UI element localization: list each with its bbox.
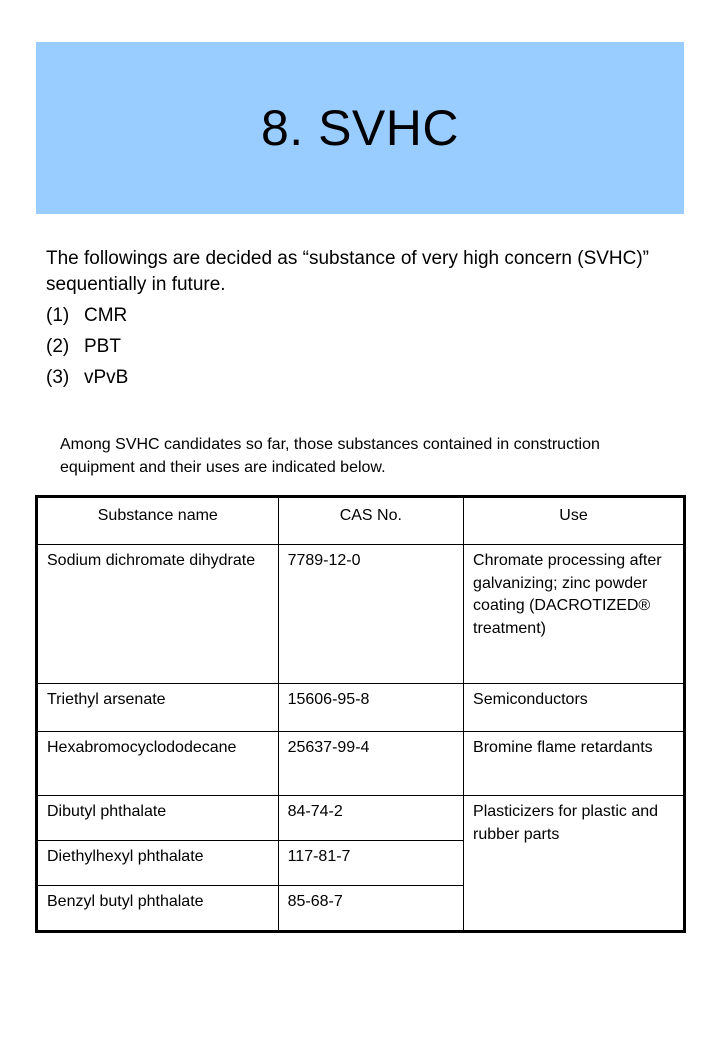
header-use: Use xyxy=(464,497,685,545)
header-substance-name: Substance name xyxy=(37,497,279,545)
cell-use: Chromate processing after galvanizing; zinc powder coating (DACROTIZED® treatment) xyxy=(464,545,685,684)
criteria-label: vPvB xyxy=(84,367,129,388)
criteria-item xyxy=(46,303,686,334)
criteria-label: PBT xyxy=(84,336,121,357)
cell-substance: Dibutyl phthalate xyxy=(37,796,279,841)
criteria-label: CMR xyxy=(84,305,128,326)
slide-title: 8. SVHC xyxy=(260,100,459,156)
header-cas-no: CAS No. xyxy=(278,497,463,545)
cell-cas: 25637-99-4 xyxy=(278,732,463,796)
criteria-number: (2) xyxy=(46,336,70,357)
title-banner xyxy=(36,42,684,214)
intro-text: The followings are decided as “substance of very high concern (SVHC)” sequentially in future. xyxy=(46,248,650,295)
criteria-item xyxy=(46,365,686,396)
cell-cas: 7789-12-0 xyxy=(278,545,463,684)
cell-substance: Triethyl arsenate xyxy=(37,684,279,732)
cell-substance: Diethylhexyl phthalate xyxy=(37,841,279,886)
cell-cas: 85-68-7 xyxy=(278,886,463,932)
criteria-list xyxy=(46,303,686,396)
table-header-row xyxy=(37,497,685,545)
svhc-table xyxy=(35,495,686,933)
cell-substance: Benzyl butyl phthalate xyxy=(37,886,279,932)
cell-cas: 117-81-7 xyxy=(278,841,463,886)
note-text: Among SVHC candidates so far, those substances contained in construction equipment and their uses are indicated below. xyxy=(60,436,600,476)
table-row xyxy=(37,796,685,841)
cell-use: Bromine flame retardants xyxy=(464,732,685,796)
intro-section xyxy=(46,246,686,396)
cell-use: Semiconductors xyxy=(464,684,685,732)
cell-cas: 84-74-2 xyxy=(278,796,463,841)
cell-substance: Hexabromocyclododecane xyxy=(37,732,279,796)
cell-cas: 15606-95-8 xyxy=(278,684,463,732)
table-row xyxy=(37,684,685,732)
cell-substance: Sodium dichromate dihydrate xyxy=(37,545,279,684)
criteria-number: (1) xyxy=(46,305,70,326)
criteria-number: (3) xyxy=(46,367,70,388)
cell-use-merged: Plasticizers for plastic and rubber parts xyxy=(464,796,685,932)
table-row xyxy=(37,732,685,796)
table-row xyxy=(37,545,685,684)
criteria-item xyxy=(46,334,686,365)
